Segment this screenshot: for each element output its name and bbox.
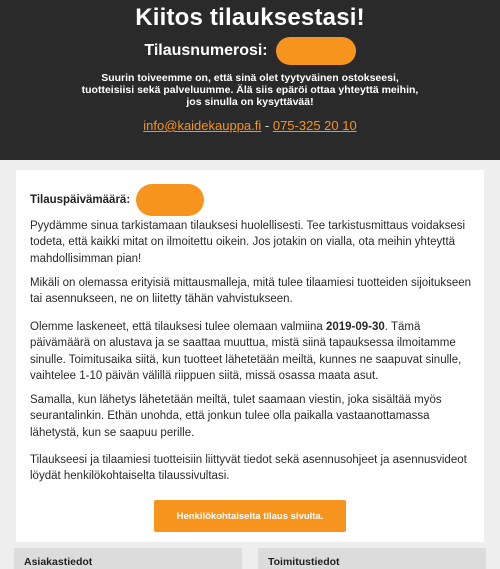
intro-line: jos sinulla on kysyttävää!: [186, 96, 314, 108]
customer-info-section: [14, 548, 242, 569]
order-date-label: Tilauspäivämäärä:: [30, 194, 131, 206]
contact-row: [0, 118, 500, 133]
delivery-info-section: [258, 548, 486, 569]
order-number-label: Tilausnumerosi:: [144, 42, 268, 59]
ready-date-text-after: . Tämä päivämäärä on alustava ja se saattaa muuttua, mistä siinä tapauksessa ilmoitamme sinulle. Toimitusaika siitä, kun tuotteet lähetetään meiltä, kunnes ne saapuvat sinulle, vaihtelee 1-10 päivän välillä riippuen siitä, missä osassa maata asut.: [30, 321, 462, 382]
ready-date-paragraph: [30, 319, 476, 384]
email-header: [0, 0, 500, 160]
intro-line: Suurin toiveemme on, että sinä olet tyytyväinen ostokseesi,: [101, 72, 399, 84]
intro-line: tuotteisiisi sekä palveluumme. Älä siis epäröi ottaa yhteyttä meihin,: [81, 84, 419, 96]
page-title: Kiitos tilauksestasi!: [135, 4, 365, 31]
order-number-redacted: [276, 37, 356, 65]
check-order-paragraph: Pyydämme sinua tarkistamaan tilauksesi huolellisesti. Tee tarkistusmittaus voidaksesi todeta, että kaikki mitat on ilmoitettu oikein. Jos jotakin on vialla, ota meihin yhteyttä mahdollisimman pian!: [30, 220, 466, 265]
measurement-paragraph: Mikäli on olemassa erityisiä mittausmalleja, mitä tulee tilaamiesi tuotteiden sijoitukseen tai asennukseen, ne on liitetty tähän vahvistukseen.: [30, 277, 472, 306]
order-number-row: [0, 36, 500, 66]
delivery-info-heading: Toimitustiedot: [268, 556, 340, 568]
order-details-card: [16, 170, 484, 542]
ready-date-text-before: Olemme laskeneet, että tilauksesi tulee olemaan valmiina: [30, 321, 326, 333]
shipping-paragraph: Samalla, kun lähetys lähetetään meiltä, tulet saamaan viestin, joka sisältää myös seurantalinkin. Ethän unohda, että jonkun tulee olla paikalla vastaanottamassa lähetystä, kun se saapuu perille.: [30, 394, 442, 439]
ready-date: 2019-09-30: [325, 321, 385, 333]
order-page-paragraph: Tilaukseesi ja tilaamiesi tuotteisiin liittyvät tiedot sekä asennusohjeet ja asennusvideot löydät henkilökohtaiselta tilaussivultasi.: [30, 454, 467, 483]
order-page-button[interactable]: Henkilökohtaiselta tilaus sivulta.: [154, 500, 346, 532]
order-date-redacted: [136, 184, 204, 216]
email-link[interactable]: info@kaidekauppa.fi: [143, 118, 262, 133]
contact-separator: -: [261, 118, 273, 133]
intro-text: [60, 72, 440, 108]
customer-info-heading: Asiakastiedot: [24, 556, 93, 568]
order-date-row: [30, 184, 204, 216]
phone-link[interactable]: 075-325 20 10: [272, 118, 357, 133]
